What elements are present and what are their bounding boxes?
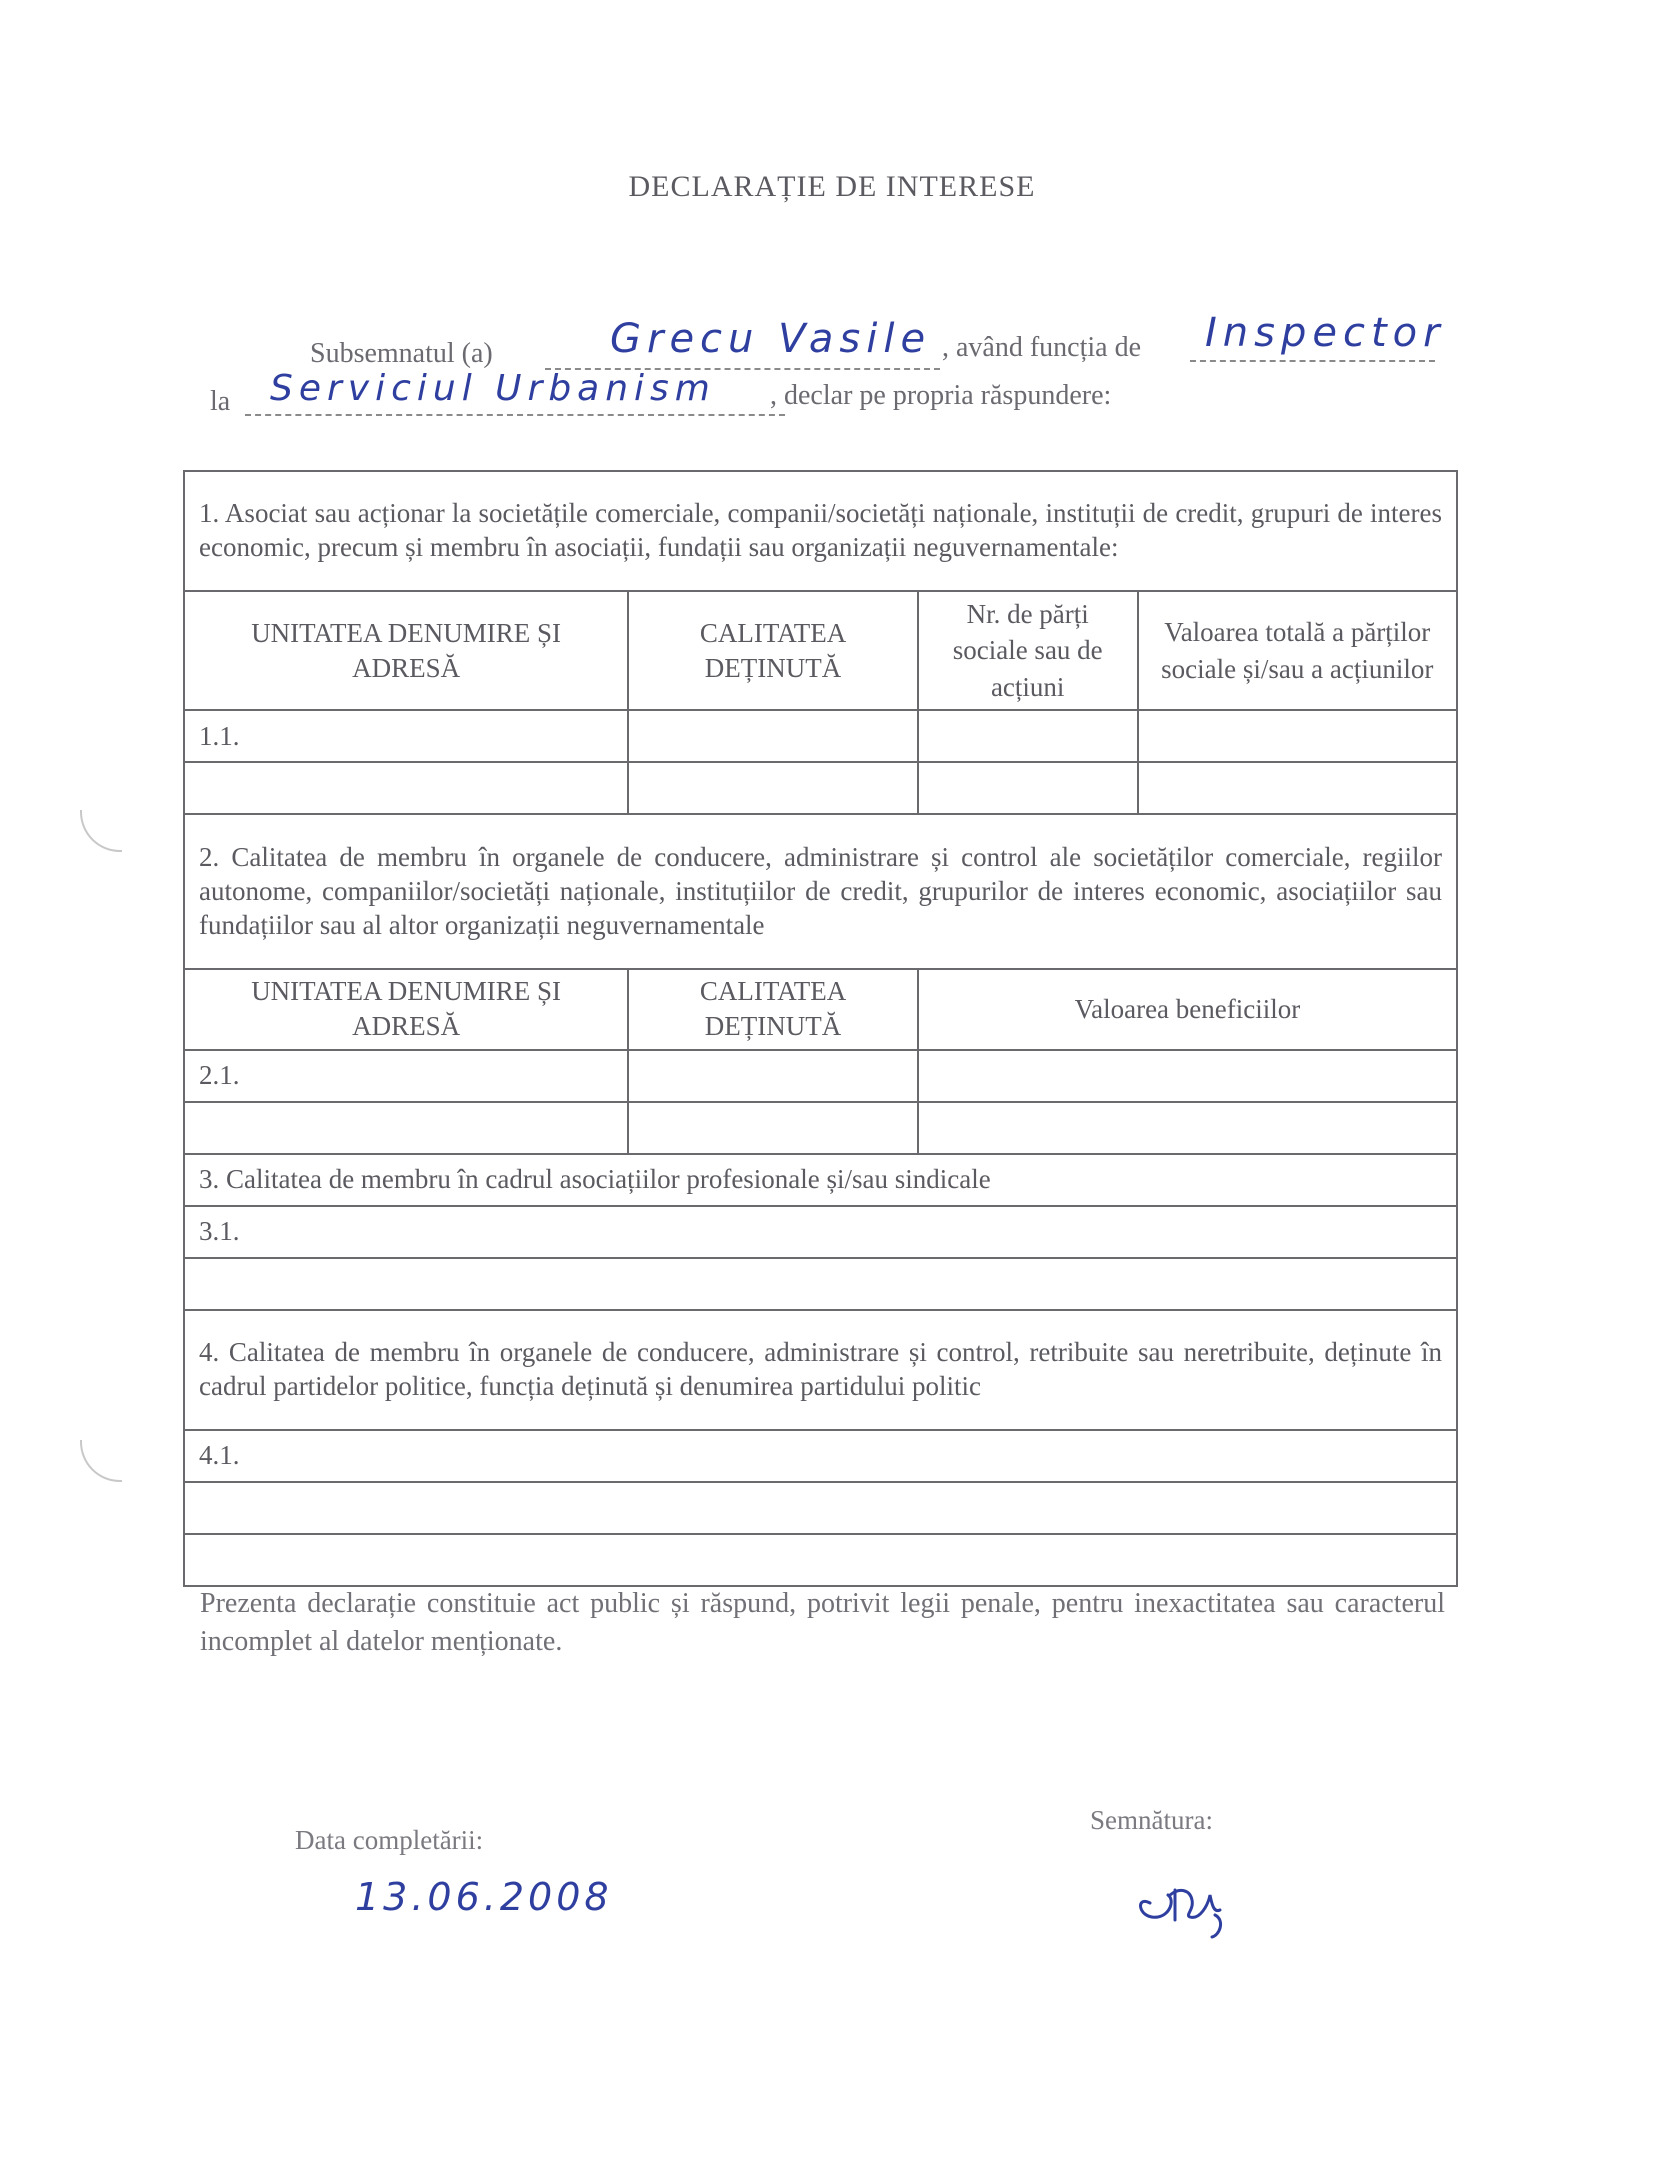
- signature-field[interactable]: [1130, 1865, 1250, 1945]
- section-3-heading: 3. Calitatea de membru în cadrul asociațiilor profesionale și/sau sindicale: [184, 1154, 1457, 1206]
- signature-label: Semnătura:: [1090, 1805, 1213, 1835]
- table-row: [184, 710, 1457, 762]
- section-1-heading: 1. Asociat sau acționar la societățile comerciale, companii/societăți naționale, instituții de credit, grupuri de interes economic, precum și membru în asociații, fundații sau organizații neguvernamentale:: [184, 471, 1457, 591]
- table-cell[interactable]: [918, 1050, 1457, 1102]
- table-cell[interactable]: [918, 762, 1138, 814]
- section-2-col-calitatea: CALITATEA DEȚINUTĂ: [628, 969, 918, 1049]
- date-label: Data completării:: [295, 1825, 484, 1855]
- section-1-col-nr-parti: Nr. de părți sociale sau de acțiuni: [918, 591, 1138, 710]
- table-cell[interactable]: [184, 1482, 1457, 1534]
- punch-hole-mark: [80, 1440, 122, 1482]
- document-title: DECLARAȚIE DE INTERESE: [628, 170, 1036, 203]
- interests-table: [183, 470, 1458, 1587]
- section-2-header-row: [184, 969, 1457, 1049]
- table-row: [184, 1258, 1457, 1310]
- row-label: 3.1.: [184, 1206, 1457, 1258]
- name-field[interactable]: Grecu Vasile: [610, 316, 932, 362]
- table-cell[interactable]: [1138, 762, 1457, 814]
- section-1-col-valoarea: Valoarea totală a părților sociale și/sau a acțiunilor: [1138, 591, 1457, 710]
- section-1-col-calitatea: CALITATEA DEȚINUTĂ: [628, 591, 918, 710]
- table-cell[interactable]: [628, 1102, 918, 1154]
- intro-line-2: [210, 368, 1310, 432]
- subsemnatul-label: Subsemnatul (a): [310, 338, 493, 369]
- functia-field[interactable]: Inspector: [1205, 310, 1446, 356]
- row-label: 4.1.: [184, 1430, 1457, 1482]
- punch-hole-mark: [80, 810, 122, 852]
- la-label: la: [210, 386, 231, 417]
- table-cell[interactable]: [918, 710, 1138, 762]
- table-row: [184, 1206, 1457, 1258]
- table-row: [184, 762, 1457, 814]
- table-cell[interactable]: [628, 762, 918, 814]
- functia-label: , având funcția de: [942, 332, 1142, 363]
- row-label: 2.1.: [184, 1050, 628, 1102]
- legal-statement: Prezenta declarație constituie act public și răspund, potrivit legii penale, pentru inexactitatea sau caracterul incomplet al datelor menționate.: [200, 1588, 1445, 1657]
- table-cell[interactable]: [918, 1102, 1457, 1154]
- table-cell[interactable]: [184, 1258, 1457, 1310]
- section-3-heading-row: [184, 1154, 1457, 1206]
- section-2-col-unitatea: UNITATEA DENUMIRE ȘI ADRESĂ: [184, 969, 628, 1049]
- section-1-header-row: [184, 591, 1457, 710]
- table-row: [184, 1482, 1457, 1534]
- table-cell[interactable]: [184, 1534, 1457, 1586]
- section-2-col-valoarea-beneficiilor: Valoarea beneficiilor: [918, 969, 1457, 1049]
- declar-label: , declar pe propria răspundere:: [770, 380, 1112, 411]
- section-4-heading-row: [184, 1310, 1457, 1430]
- table-cell[interactable]: [184, 762, 628, 814]
- table-row: [184, 1050, 1457, 1102]
- functia-underline: [1190, 360, 1435, 362]
- signature-icon: [1130, 1865, 1250, 1945]
- table-row: [184, 1430, 1457, 1482]
- table-cell[interactable]: [628, 1050, 918, 1102]
- table-cell[interactable]: [1138, 710, 1457, 762]
- section-1-col-unitatea: UNITATEA DENUMIRE ȘI ADRESĂ: [184, 591, 628, 710]
- institution-underline: [245, 414, 785, 416]
- section-2-heading-row: [184, 814, 1457, 969]
- row-label: 1.1.: [184, 710, 628, 762]
- table-row: [184, 1534, 1457, 1586]
- table-cell[interactable]: [184, 1102, 628, 1154]
- section-2-heading: 2. Calitatea de membru în organele de conducere, administrare și control ale societăților comerciale, regiilor autonome, companiilor/societăți naționale, instituțiilor de credit, grupurilor de interes economic, asociațiilor sau fundațiilor sau al altor organizații neguvernamentale: [184, 814, 1457, 969]
- section-1-heading-row: [184, 471, 1457, 591]
- section-4-heading: 4. Calitatea de membru în organele de conducere, administrare și control, retribuite sau neretribuite, deținute în cadrul partidelor politice, funcția deținută și denumirea partidului politic: [184, 1310, 1457, 1430]
- table-cell[interactable]: [628, 710, 918, 762]
- table-row: [184, 1102, 1457, 1154]
- date-field[interactable]: 13.06.2008: [355, 1875, 613, 1919]
- institution-field[interactable]: Serviciul Urbanism: [270, 368, 716, 409]
